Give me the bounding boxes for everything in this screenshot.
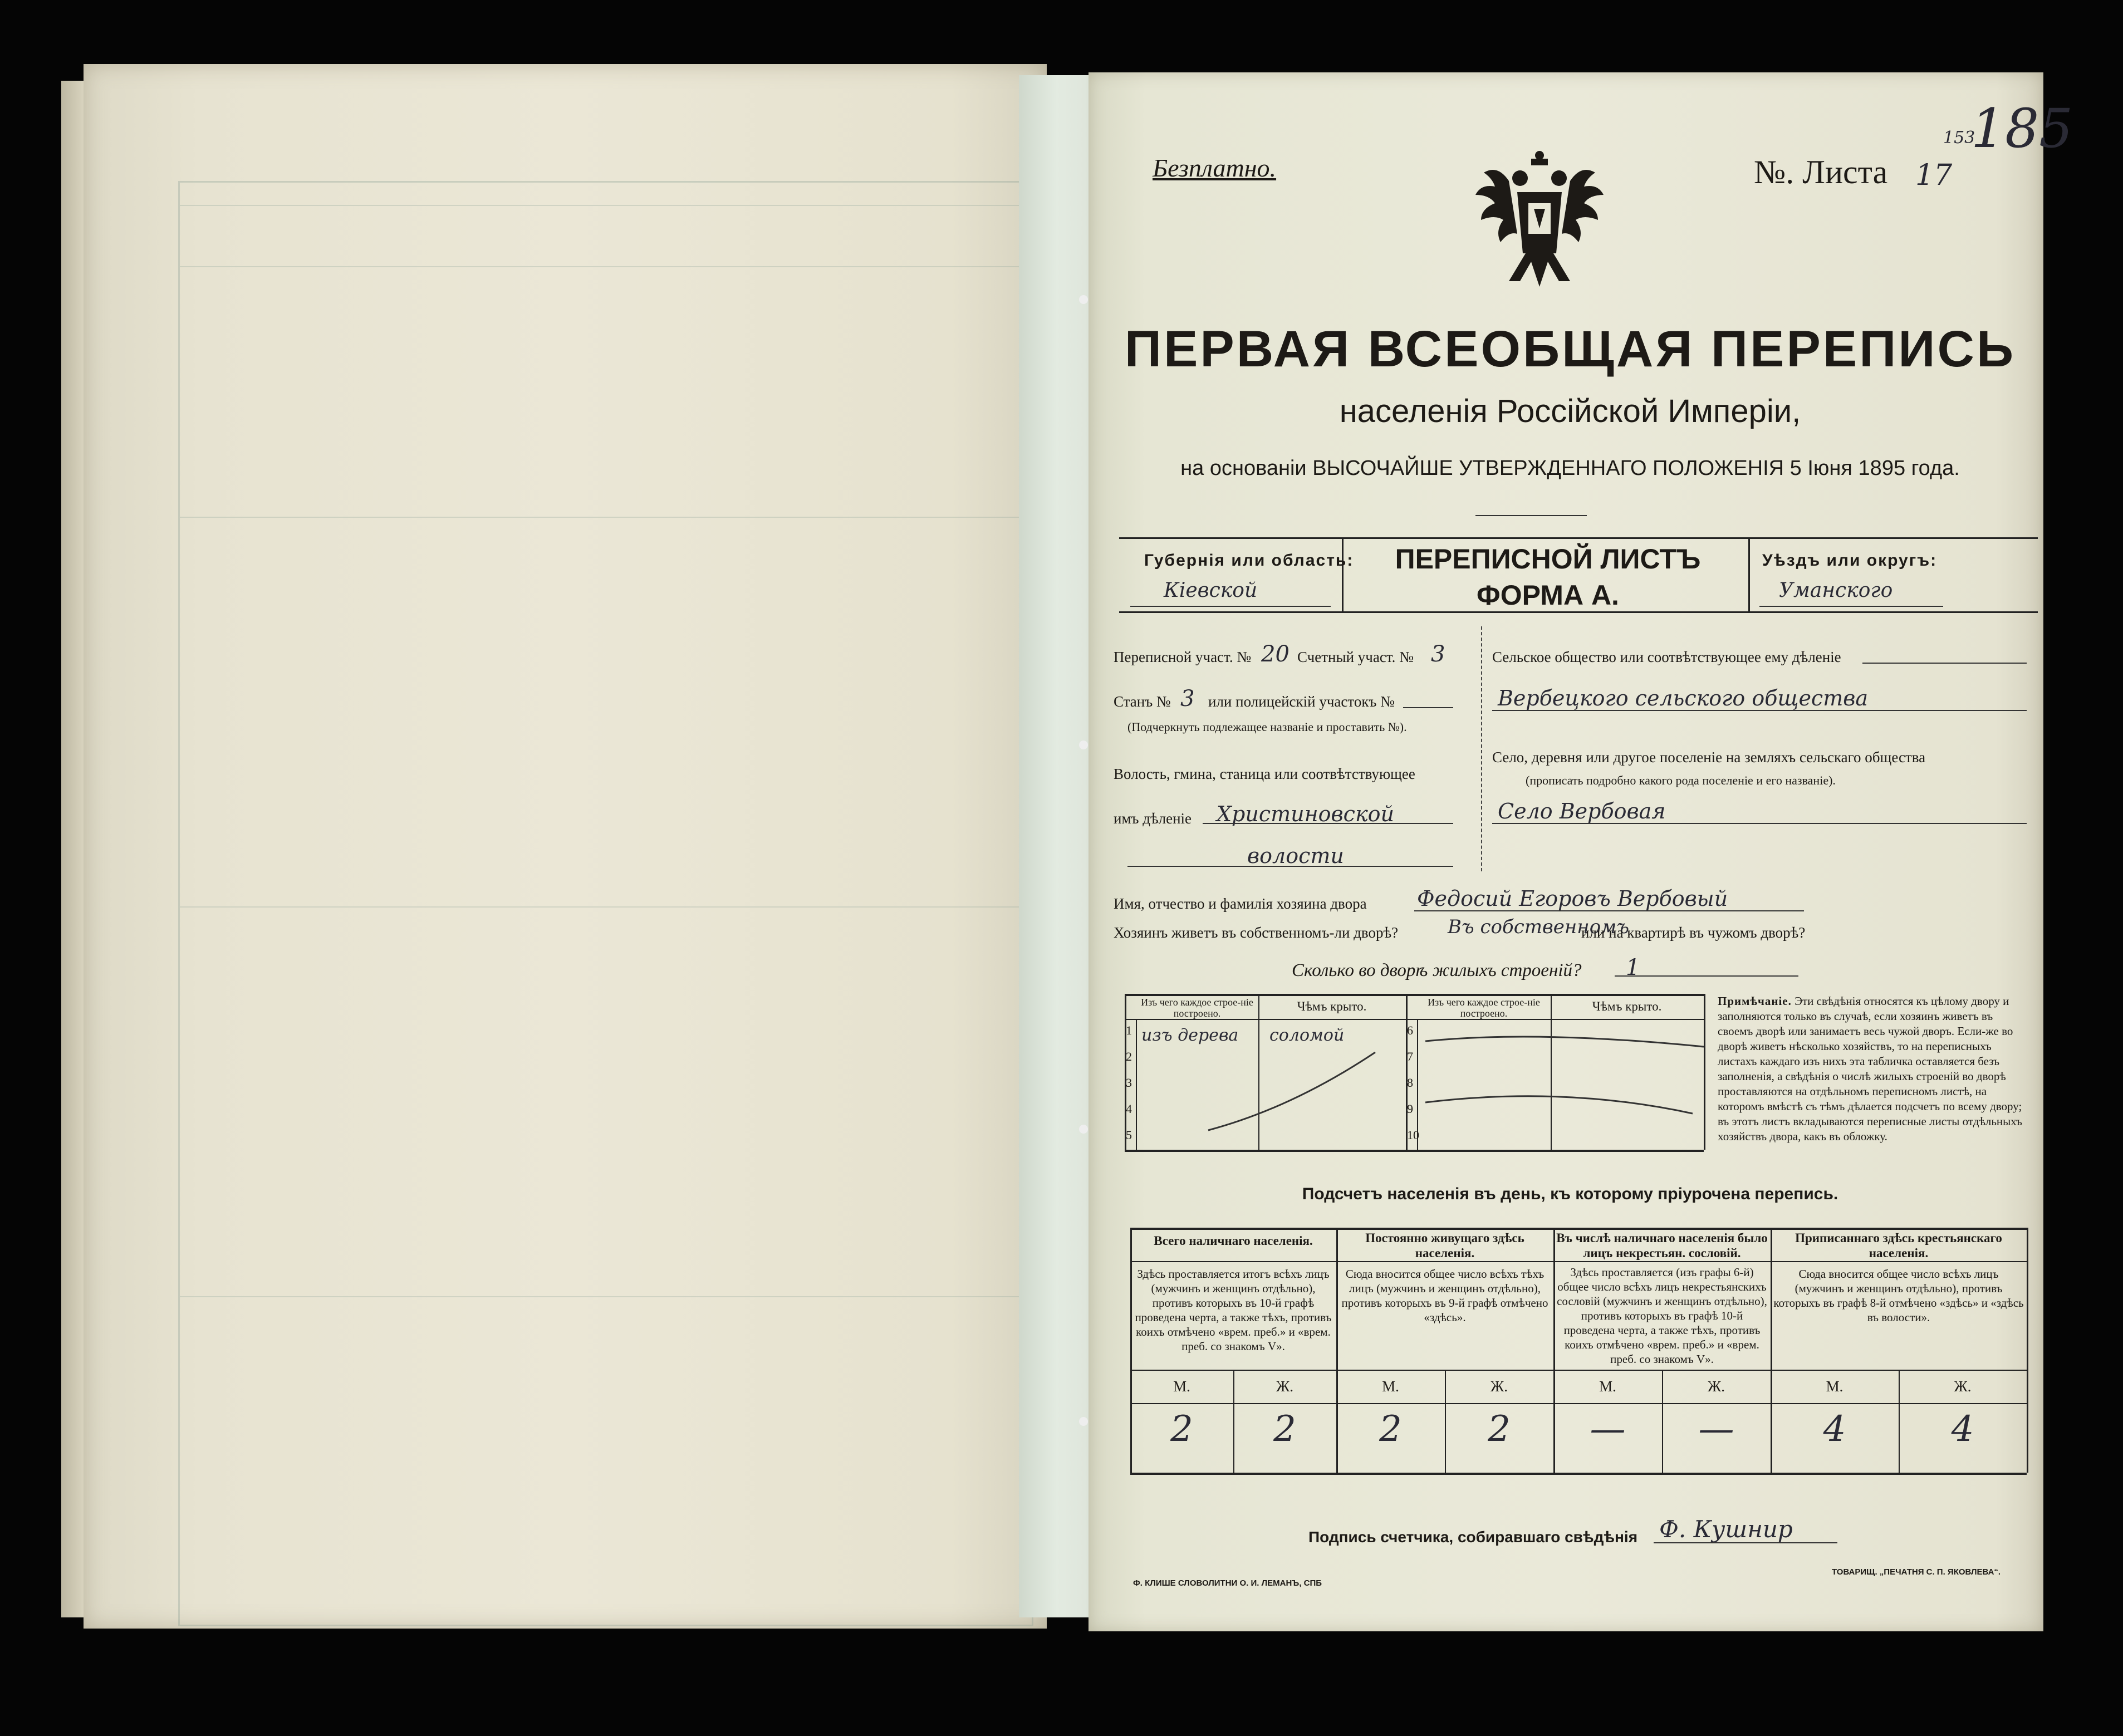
row-number: 2: [1126, 1050, 1132, 1063]
counting-district-label: Счетный участ. №: [1297, 649, 1414, 665]
building-1-roof: соломой: [1269, 1026, 1345, 1045]
lives-label: Хозяинъ живетъ въ собственномъ-ли дворѣ?: [1114, 924, 1399, 941]
printer-left: Ф. КЛИШЕ СЛОВОЛИТНИ О. И. ЛЕМАНЪ, СПБ: [1133, 1578, 1322, 1588]
rural-society-value: Вербецкого сельского общества: [1498, 686, 1869, 710]
stan-label: Станъ №: [1114, 693, 1171, 710]
census-basis: на основаніи ВЫСОЧАЙШЕ УТВЕРЖДЕННАГО ПОЛОЖЕНІЯ 5 Іюня 1895 года.: [1180, 457, 1960, 480]
police-label: или полицейскій участокъ №: [1208, 693, 1395, 710]
non-peasant-male-count: —: [1590, 1409, 1626, 1450]
sheet-number-label: №. Листа: [1754, 154, 1888, 190]
signature-value: Ф. Кушнир: [1659, 1516, 1793, 1543]
count-col-3-text: Здѣсь проставляется (изъ графы 6-й) общее число всѣхъ лицъ некрестьянскихъ сословій (мужчинъ и женщинъ отдѣльно), противъ которыхъ въ графѣ 10-й проведена черта, а также тѣхъ, противъ коихъ отмѣчено «врем. преб.» и «врем. преб. со знакомъ V».: [1557, 1266, 1767, 1366]
peasant-male-count: 4: [1823, 1409, 1846, 1450]
sheet-number-value: 17: [1915, 159, 1953, 192]
binding-hole: [1079, 295, 1088, 304]
lives-label-2: или на квартирѣ въ чужомъ дворѣ?: [1581, 924, 1806, 941]
count-col-2-text: Сюда вносится общее число всѣхъ тѣхъ лицъ (мужчинъ и женщинъ отдѣльно), противъ которыхъ въ 9-й графѣ отмѣчено «здѣсь».: [1341, 1267, 1548, 1324]
male-label: М.: [1826, 1378, 1843, 1395]
buildings-label: Сколько во дворѣ жилыхъ строеній?: [1292, 960, 1582, 980]
owner-label: Имя, отчество и фамилія хозяина двора: [1114, 895, 1367, 912]
ornament-divider: [1475, 515, 1587, 516]
district-value: Уманского: [1779, 579, 1893, 602]
peasant-female-count: 4: [1951, 1409, 1974, 1450]
rural-society-label: Сельское общество или соотвѣтствующее ему дѣленіе: [1492, 649, 1841, 665]
page-stack-edge: [61, 81, 84, 1617]
binding-hole: [1079, 1125, 1088, 1134]
roof-header-right: Чѣмъ крыто.: [1592, 999, 1662, 1013]
volost-label-2: имъ дѣленіе: [1114, 810, 1192, 827]
census-district-label: Переписной участ. №: [1114, 649, 1252, 665]
binding-hole: [1079, 741, 1088, 749]
show-through-grid: [178, 181, 1033, 1626]
count-col-1-header: Всего наличнаго населенія.: [1154, 1234, 1313, 1248]
count-col-4-text: Сюда вносится общее число всѣхъ лицъ (мужчинъ и женщинъ отдѣльно), противъ которыхъ въ графѣ 8-й отмѣчено «здѣсь» и «здѣсь въ волости».: [1773, 1267, 2024, 1324]
form-title: ПЕРЕПИСНОЙ ЛИСТЪ: [1395, 543, 1701, 575]
row-number: 5: [1126, 1128, 1132, 1142]
count-col-1-text: Здѣсь проставляется итогъ всѣхъ лицъ (мужчинъ и женщинъ отдѣльно), противъ которыхъ въ 10-й графѣ проведена черта, а также тѣхъ, противъ коихъ отмѣчено «врем. преб.» и «врем. преб. со знакомъ V».: [1135, 1267, 1332, 1353]
village-note: (прописать подробно какого рода поселеніе и его названіе).: [1526, 773, 1836, 787]
owner-value: Федосий Егоровъ Вербовый: [1417, 886, 1728, 911]
resident-female-count: 2: [1488, 1409, 1511, 1450]
row-number: 7: [1407, 1050, 1413, 1063]
count-col-2-header: Постоянно живущаго здѣсь населенія.: [1365, 1231, 1524, 1260]
census-form-page: [1089, 72, 2043, 1631]
female-label: Ж.: [1708, 1378, 1725, 1395]
present-male-count: 2: [1170, 1409, 1193, 1450]
row-number: 3: [1126, 1076, 1132, 1090]
strike-lines: [1136, 1019, 1704, 1150]
volost-label: Волость, гмина, станица или соотвѣтствующее: [1114, 766, 1415, 782]
count-col-3-header: Въ числѣ наличнаго населенія было лицъ некрестьян. сословій.: [1556, 1231, 1768, 1260]
free-label: Безплатно.: [1153, 154, 1277, 182]
form-name: ФОРМА А.: [1477, 580, 1619, 611]
buildings-value: 1: [1626, 955, 1640, 980]
small-archive-number: 153: [1943, 128, 1975, 148]
volost-value: Христиновской: [1217, 802, 1394, 826]
building-material-header-right: Изъ чего каждое строе-ніе построено.: [1428, 997, 1540, 1019]
double-headed-eagle-icon: [1475, 148, 1604, 298]
printer-right: ТОВАРИЩ. „ПЕЧАТНЯ С. П. ЯКОВЛЕВА“.: [1832, 1567, 2001, 1577]
underline-note: (Подчеркнуть подлежащее названіе и проставить №).: [1127, 720, 1407, 734]
archive-page-number: 185: [1971, 97, 2073, 160]
note-text: Примѣчаніе. Эти свѣдѣнія относятся къ цѣлому двору и заполняются только въ случаѣ, если хозяинъ живетъ въ своемъ дворѣ или занимаетъ весь чужой дворъ. Если-же во дворѣ живетъ нѣсколько хозяйствъ, то на переписныхъ листахъ каждаго изъ нихъ эта табличка оставляется безъ заполненія, а свѣдѣнія о числѣ жилыхъ строеній во дворѣ проставляются на отдѣльномъ переписномъ листѣ, на которомъ вмѣстѣ съ тѣмъ дѣлается подсчетъ по всему двору; въ этотъ листъ вкладываются переписные листы отдѣльныхъ хозяйствъ двора, какъ въ обложку.: [1718, 994, 2022, 1143]
resident-male-count: 2: [1379, 1409, 1402, 1450]
volost-value-2: волости: [1247, 844, 1344, 868]
signature-label: Подпись счетчика, собиравшаго свѣдѣнія: [1308, 1528, 1638, 1546]
stan-value: 3: [1180, 686, 1195, 712]
row-number: 8: [1407, 1076, 1413, 1090]
province-value: Кіевской: [1164, 579, 1258, 602]
census-title: ПЕРВАЯ ВСЕОБЩАЯ ПЕРЕПИСЬ: [1124, 321, 2016, 377]
building-1-material: изъ дерева: [1141, 1026, 1239, 1045]
census-subtitle: населенія Россійской Имперіи,: [1339, 393, 1801, 429]
province-label: Губернія или область:: [1144, 551, 1354, 570]
left-page: [84, 64, 1047, 1629]
village-label: Село, деревня или другое поселеніе на земляхъ сельскаго общества: [1492, 749, 1926, 766]
count-col-4-header: Приписаннаго здѣсь крестьянскаго населенія.: [1795, 1231, 2002, 1260]
lives-value: Въ собственномъ: [1448, 916, 1630, 938]
male-label: М.: [1599, 1378, 1616, 1395]
count-title: Подсчетъ населенія въ день, къ которому пріурочена перепись.: [1302, 1185, 1838, 1203]
female-label: Ж.: [1490, 1378, 1508, 1395]
row-number: 10: [1407, 1128, 1419, 1142]
district-label: Уѣздъ или округъ:: [1762, 551, 1938, 570]
non-peasant-female-count: —: [1698, 1409, 1734, 1450]
present-female-count: 2: [1273, 1409, 1296, 1450]
binding-hole: [1079, 1417, 1088, 1426]
female-label: Ж.: [1276, 1378, 1293, 1395]
female-label: Ж.: [1954, 1378, 1972, 1395]
roof-header: Чѣмъ крыто.: [1297, 999, 1367, 1013]
census-district-value: 20: [1261, 641, 1290, 667]
row-number: 4: [1126, 1102, 1132, 1116]
row-number: 9: [1407, 1102, 1413, 1116]
row-number: 1: [1126, 1023, 1132, 1037]
male-label: М.: [1382, 1378, 1399, 1395]
building-material-header: Изъ чего каждое строе-ніе построено.: [1141, 997, 1253, 1019]
row-number: 6: [1407, 1023, 1413, 1037]
counting-district-value: 3: [1431, 641, 1445, 667]
male-label: М.: [1173, 1378, 1190, 1395]
village-value: Село Вербовая: [1498, 799, 1666, 823]
